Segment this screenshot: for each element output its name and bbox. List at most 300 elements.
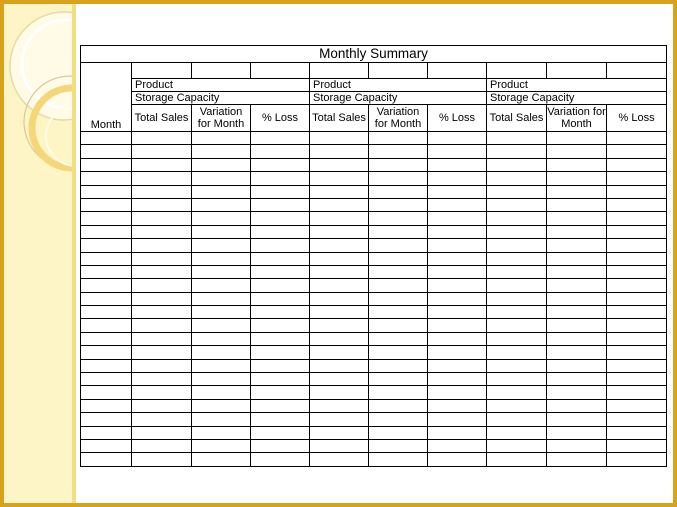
data-cell[interactable] [487,132,547,145]
decorative-circles-graphic [4,4,72,503]
month-cell[interactable] [81,386,132,399]
data-cell[interactable] [369,359,428,372]
data-cell[interactable] [251,319,310,332]
data-cell[interactable] [369,252,428,265]
side-divider [72,4,76,503]
data-cell[interactable] [607,386,667,399]
data-cell[interactable] [310,413,369,426]
data-cell[interactable] [607,198,667,211]
cell[interactable] [607,63,667,79]
data-cell[interactable] [547,279,607,292]
data-cell[interactable] [369,453,428,466]
cell[interactable] [487,63,547,79]
data-cell[interactable] [192,158,251,171]
data-cell[interactable] [192,453,251,466]
data-cell[interactable] [547,252,607,265]
month-cell[interactable] [81,306,132,319]
data-cell[interactable] [428,399,487,412]
data-cell[interactable] [132,413,192,426]
data-cell[interactable] [547,265,607,278]
data-cell[interactable] [369,426,428,439]
data-cell[interactable] [251,306,310,319]
data-cell[interactable] [487,185,547,198]
month-cell[interactable] [81,145,132,158]
data-cell[interactable] [607,172,667,185]
data-cell[interactable] [547,198,607,211]
data-cell[interactable] [132,426,192,439]
data-cell[interactable] [487,359,547,372]
data-cell[interactable] [132,292,192,305]
data-cell[interactable] [607,292,667,305]
month-cell[interactable] [81,252,132,265]
data-cell[interactable] [428,252,487,265]
data-cell[interactable] [369,225,428,238]
data-cell[interactable] [132,252,192,265]
table-row [81,265,667,278]
month-cell[interactable] [81,332,132,345]
cell[interactable] [81,79,132,92]
data-cell[interactable] [607,158,667,171]
month-cell[interactable] [81,359,132,372]
data-cell[interactable] [192,306,251,319]
data-cell[interactable] [132,158,192,171]
group-3-variation-header: Variation for Month [547,106,606,130]
data-cell[interactable] [547,225,607,238]
data-cell[interactable] [369,319,428,332]
data-cell[interactable] [607,132,667,145]
data-cell[interactable] [310,279,369,292]
group-2-variation-header: Variation for Month [369,105,428,132]
data-cell[interactable] [428,346,487,359]
cell[interactable] [81,92,132,105]
month-cell[interactable] [81,172,132,185]
data-cell[interactable] [487,399,547,412]
data-cell[interactable] [369,413,428,426]
data-cell[interactable] [369,292,428,305]
group-3-total-sales-header: Total Sales [487,105,547,132]
data-cell[interactable] [428,212,487,225]
data-cell[interactable] [310,132,369,145]
data-cell[interactable] [192,239,251,252]
data-cell[interactable] [192,426,251,439]
data-cell[interactable] [132,373,192,386]
data-cell[interactable] [251,453,310,466]
data-cell[interactable] [310,172,369,185]
data-cell[interactable] [192,386,251,399]
table-row [81,132,667,145]
data-cell[interactable] [428,185,487,198]
data-cell[interactable] [251,225,310,238]
data-cell[interactable] [251,172,310,185]
data-cell[interactable] [192,413,251,426]
data-cell[interactable] [428,145,487,158]
data-cell[interactable] [487,198,547,211]
data-cell[interactable] [192,439,251,452]
data-cell[interactable] [132,439,192,452]
table-row [81,332,667,345]
data-cell[interactable] [428,332,487,345]
data-cell[interactable] [251,332,310,345]
table-row [81,413,667,426]
data-cell[interactable] [547,439,607,452]
data-cell[interactable] [192,252,251,265]
data-cell[interactable] [369,185,428,198]
data-cell[interactable] [132,185,192,198]
data-cell[interactable] [487,158,547,171]
data-cell[interactable] [428,198,487,211]
table-row [81,225,667,238]
table-row [81,346,667,359]
month-cell[interactable] [81,346,132,359]
data-cell[interactable] [251,359,310,372]
group-1-product-label: Product [132,79,310,92]
month-cell[interactable] [81,453,132,466]
table-row [81,319,667,332]
data-cell[interactable] [428,453,487,466]
data-cell[interactable] [251,252,310,265]
data-cell[interactable] [251,198,310,211]
data-cell[interactable] [310,453,369,466]
data-cell[interactable] [607,239,667,252]
month-cell[interactable] [81,158,132,171]
data-cell[interactable] [607,439,667,452]
data-cell[interactable] [607,399,667,412]
data-cell[interactable] [607,212,667,225]
data-cell[interactable] [310,373,369,386]
data-cell[interactable] [192,265,251,278]
data-cell[interactable] [369,399,428,412]
data-cell[interactable] [428,386,487,399]
data-cell[interactable] [369,373,428,386]
data-cell[interactable] [547,373,607,386]
data-cell[interactable] [251,439,310,452]
cell[interactable] [310,63,369,79]
data-cell[interactable] [369,158,428,171]
cell[interactable] [192,63,251,79]
data-cell[interactable] [132,132,192,145]
data-cell[interactable] [369,332,428,345]
data-cell[interactable] [547,239,607,252]
data-cell[interactable] [192,185,251,198]
data-cell[interactable] [132,198,192,211]
data-cell[interactable] [547,399,607,412]
data-cell[interactable] [132,265,192,278]
data-cell[interactable] [547,346,607,359]
data-cell[interactable] [192,225,251,238]
data-cell[interactable] [192,373,251,386]
month-cell[interactable] [81,279,132,292]
data-cell[interactable] [192,359,251,372]
blank-row [81,63,667,79]
month-cell[interactable] [81,239,132,252]
data-cell[interactable] [132,359,192,372]
data-cell[interactable] [547,413,607,426]
data-cell[interactable] [251,145,310,158]
month-cell[interactable] [81,426,132,439]
table-title: Monthly Summary [81,46,667,63]
data-cell[interactable] [251,185,310,198]
table-row [81,239,667,252]
data-cell[interactable] [487,212,547,225]
data-cell[interactable] [547,319,607,332]
month-cell[interactable] [81,399,132,412]
data-cell[interactable] [310,239,369,252]
table-row [81,145,667,158]
data-cell[interactable] [487,386,547,399]
data-cell[interactable] [251,265,310,278]
data-cell[interactable] [251,132,310,145]
table-row [81,399,667,412]
data-cell[interactable] [487,265,547,278]
data-cell[interactable] [607,359,667,372]
data-cell[interactable] [192,319,251,332]
cell[interactable] [369,63,428,79]
month-cell[interactable] [81,212,132,225]
data-cell[interactable] [132,225,192,238]
data-cell[interactable] [310,386,369,399]
data-cell[interactable] [369,439,428,452]
table-row [81,212,667,225]
table-row [81,439,667,452]
table-row [81,198,667,211]
data-cell[interactable] [428,413,487,426]
data-cell[interactable] [547,145,607,158]
data-cell[interactable] [547,185,607,198]
table-row [81,172,667,185]
data-cell[interactable] [310,359,369,372]
data-cell[interactable] [310,212,369,225]
month-cell[interactable] [81,439,132,452]
data-cell[interactable] [132,306,192,319]
data-cell[interactable] [310,346,369,359]
data-cell[interactable] [132,172,192,185]
data-cell[interactable] [132,332,192,345]
month-cell[interactable] [81,319,132,332]
data-cell[interactable] [607,145,667,158]
data-cell[interactable] [310,426,369,439]
data-cell[interactable] [607,185,667,198]
monthly-summary-table [80,45,667,467]
data-cell[interactable] [428,279,487,292]
data-cell[interactable] [192,346,251,359]
data-cell[interactable] [132,453,192,466]
data-cell[interactable] [192,145,251,158]
data-cell[interactable] [428,158,487,171]
table-row [81,359,667,372]
data-cell[interactable] [547,306,607,319]
data-cell[interactable] [132,279,192,292]
data-cell[interactable] [369,172,428,185]
data-cell[interactable] [547,132,607,145]
data-cell[interactable] [310,185,369,198]
cell[interactable] [251,63,310,79]
cell[interactable] [81,63,132,79]
month-cell[interactable] [81,265,132,278]
data-cell[interactable] [132,239,192,252]
table-row [81,306,667,319]
data-cell[interactable] [428,426,487,439]
data-cell[interactable] [369,346,428,359]
data-cell[interactable] [369,145,428,158]
data-cell[interactable] [607,279,667,292]
data-cell[interactable] [251,399,310,412]
data-cell[interactable] [547,292,607,305]
data-cell[interactable] [428,292,487,305]
data-cell[interactable] [428,239,487,252]
data-cell[interactable] [428,439,487,452]
data-cell[interactable] [192,332,251,345]
data-cell[interactable] [251,212,310,225]
data-cell[interactable] [487,453,547,466]
data-cell[interactable] [251,292,310,305]
data-cell[interactable] [251,373,310,386]
data-cell[interactable] [487,172,547,185]
data-cell[interactable] [547,158,607,171]
data-cell[interactable] [132,212,192,225]
data-cell[interactable] [607,453,667,466]
data-cell[interactable] [369,132,428,145]
data-cell[interactable] [310,225,369,238]
data-cell[interactable] [251,279,310,292]
table-row [81,252,667,265]
month-cell[interactable] [81,225,132,238]
data-cell[interactable] [547,332,607,345]
data-cell[interactable] [607,373,667,386]
data-cell[interactable] [192,212,251,225]
data-cell[interactable] [547,426,607,439]
data-cell[interactable] [487,332,547,345]
data-cell[interactable] [428,319,487,332]
decorative-side-panel [4,4,72,503]
data-cell[interactable] [607,265,667,278]
data-cell[interactable] [487,346,547,359]
data-cell[interactable] [192,132,251,145]
data-cell[interactable] [607,413,667,426]
data-cell[interactable] [547,359,607,372]
data-cell[interactable] [428,132,487,145]
data-cell[interactable] [310,145,369,158]
data-cell[interactable] [428,359,487,372]
data-cell[interactable] [251,158,310,171]
month-header: Month [81,105,132,132]
data-cell[interactable] [192,198,251,211]
data-cell[interactable] [132,399,192,412]
data-cell[interactable] [487,225,547,238]
data-cell[interactable] [487,292,547,305]
data-cell[interactable] [132,346,192,359]
data-cell[interactable] [251,386,310,399]
table-row [81,279,667,292]
group-1-total-sales-header: Total Sales [132,105,192,132]
data-cell[interactable] [428,306,487,319]
data-cell[interactable] [132,386,192,399]
cell[interactable] [547,63,607,79]
data-cell[interactable] [487,319,547,332]
data-cell[interactable] [251,239,310,252]
data-cell[interactable] [428,172,487,185]
data-cell[interactable] [607,332,667,345]
data-cell[interactable] [487,413,547,426]
data-cell[interactable] [428,265,487,278]
data-cell[interactable] [192,172,251,185]
data-cell[interactable] [310,439,369,452]
data-cell[interactable] [369,306,428,319]
month-cell[interactable] [81,185,132,198]
data-cell[interactable] [607,319,667,332]
data-cell[interactable] [310,198,369,211]
data-cell[interactable] [428,373,487,386]
month-cell[interactable] [81,373,132,386]
data-cell[interactable] [487,252,547,265]
data-cell[interactable] [132,145,192,158]
group-1-storage-label: Storage Capacity [132,92,310,105]
data-cell[interactable] [487,426,547,439]
data-cell[interactable] [487,439,547,452]
data-cell[interactable] [369,279,428,292]
group-3-loss-header: % Loss [607,105,667,132]
data-cell[interactable] [487,373,547,386]
data-cell[interactable] [132,319,192,332]
table-row [81,292,667,305]
table-row [81,386,667,399]
data-cell[interactable] [251,413,310,426]
data-cell[interactable] [547,212,607,225]
data-cell[interactable] [607,225,667,238]
data-cell[interactable] [547,453,607,466]
month-cell[interactable] [81,413,132,426]
data-cell[interactable] [547,172,607,185]
data-cell[interactable] [310,306,369,319]
data-cell[interactable] [251,426,310,439]
data-cell[interactable] [487,279,547,292]
table-row [81,453,667,466]
data-cell[interactable] [192,292,251,305]
data-cell[interactable] [310,332,369,345]
data-cell[interactable] [607,346,667,359]
data-cell[interactable] [369,386,428,399]
group-3-storage-label: Storage Capacity [487,92,667,105]
table-row [81,373,667,386]
data-cell[interactable] [310,265,369,278]
data-cell[interactable] [428,225,487,238]
month-cell[interactable] [81,292,132,305]
data-cell[interactable] [192,399,251,412]
data-cell[interactable] [487,239,547,252]
data-cell[interactable] [607,306,667,319]
data-cell[interactable] [310,252,369,265]
data-cell[interactable] [607,426,667,439]
month-cell[interactable] [81,198,132,211]
data-cell[interactable] [487,145,547,158]
data-cell[interactable] [607,252,667,265]
data-cell[interactable] [310,158,369,171]
data-cell[interactable] [369,198,428,211]
data-cell[interactable] [251,346,310,359]
data-cell[interactable] [547,386,607,399]
cell[interactable] [132,63,192,79]
cell[interactable] [428,63,487,79]
data-cell[interactable] [310,319,369,332]
data-cell[interactable] [310,399,369,412]
data-cell[interactable] [487,306,547,319]
month-cell[interactable] [81,132,132,145]
data-cell[interactable] [369,212,428,225]
data-cell[interactable] [369,265,428,278]
data-cell[interactable] [369,239,428,252]
data-cell[interactable] [310,292,369,305]
table-row [81,158,667,171]
data-cell[interactable] [192,279,251,292]
